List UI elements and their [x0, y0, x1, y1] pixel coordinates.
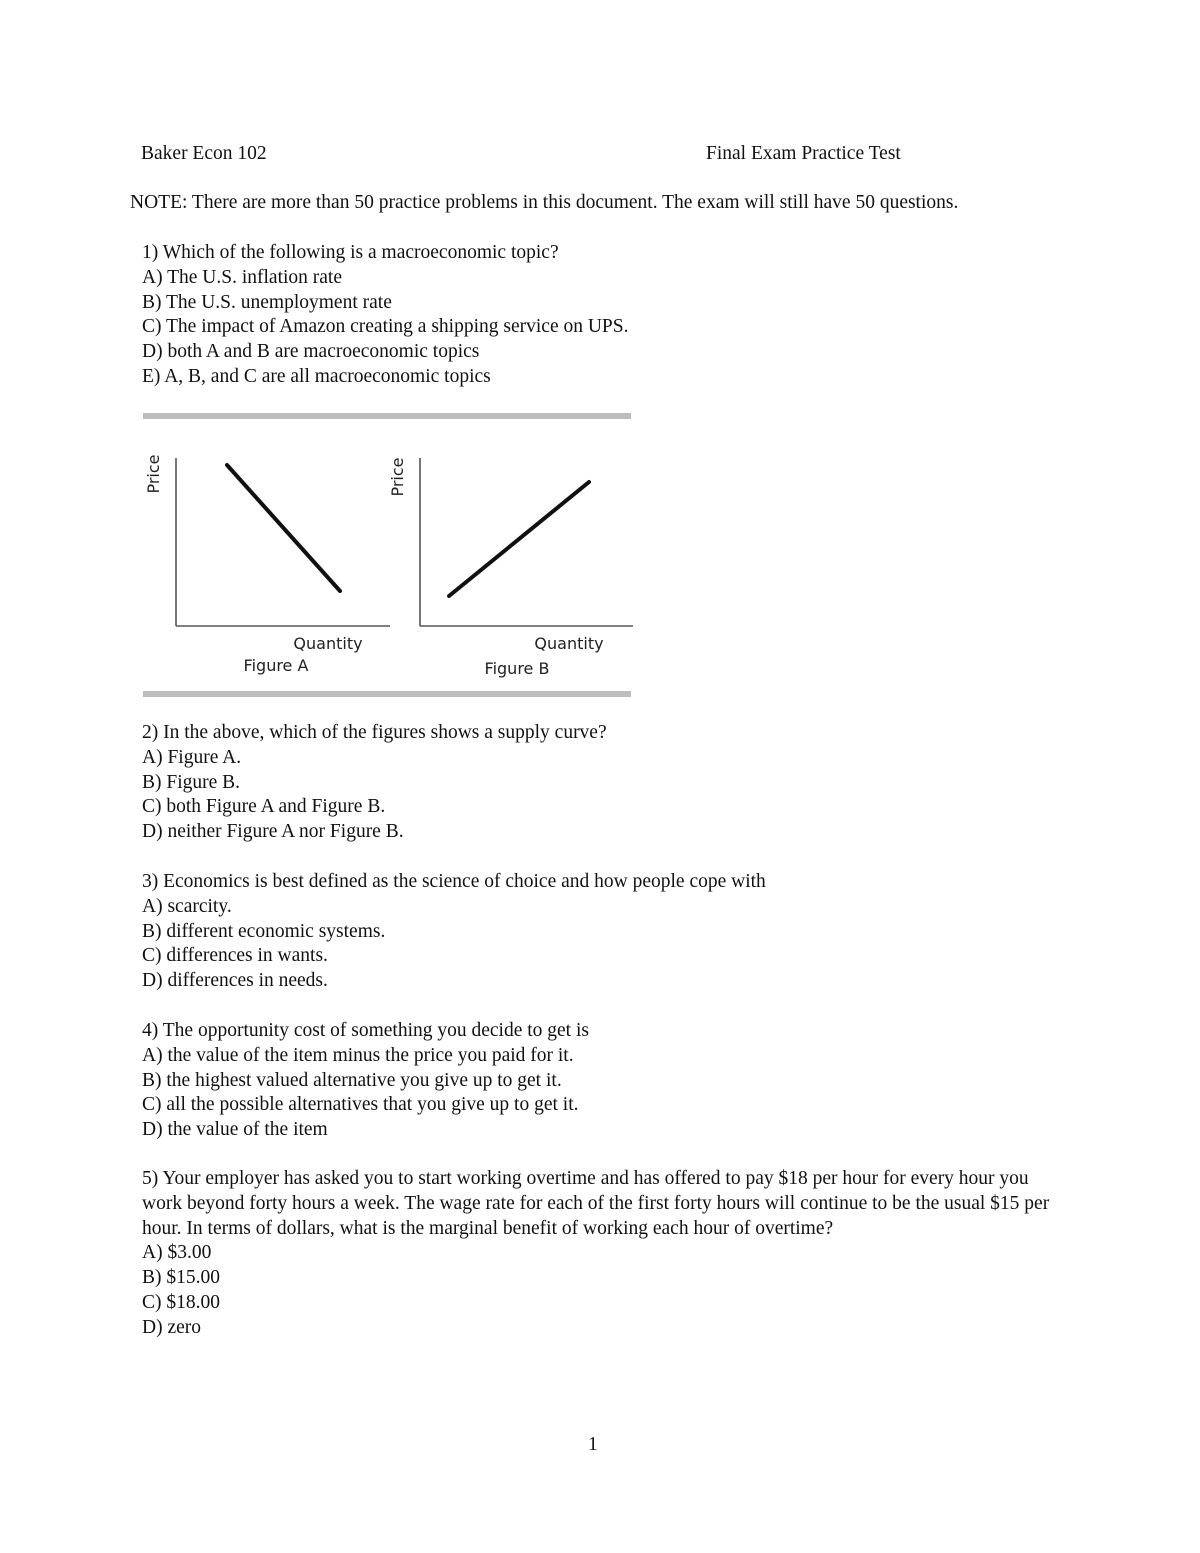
question-stem: 2) In the above, which of the figures shows a supply curve?: [142, 722, 607, 743]
figure-a: [144, 454, 390, 675]
course-name: Baker Econ 102: [141, 143, 267, 164]
answer-option: A) $3.00: [142, 1242, 212, 1264]
answer-option: D) differences in needs.: [142, 970, 328, 992]
answer-option: A) scarcity.: [142, 895, 232, 917]
document-title: Final Exam Practice Test: [706, 143, 901, 164]
answer-option: D) both A and B are macroeconomic topics: [142, 341, 480, 363]
question-4: [142, 1019, 589, 1143]
answer-option: C) both Figure A and Figure B.: [142, 796, 386, 818]
answer-option: A) Figure A.: [142, 746, 242, 768]
figure-b-x-label: Quantity: [534, 634, 604, 653]
answer-option: B) different economic systems.: [142, 920, 386, 942]
answer-option: C) $18.00: [142, 1291, 220, 1313]
figure-a-caption: Figure A: [243, 656, 309, 675]
demand-curve: [227, 465, 340, 591]
answer-option: B) Figure B.: [142, 771, 241, 793]
question-stem: 5) Your employer has asked you to start working overtime and has offered to pay $18 per hour for every hour you work beyond forty hours a week. The wage rate for each of the first forty hours will continue to be the usual $15 per hour. In terms of dollars, what is the marginal benefit of working each hour of overtime?: [142, 1168, 1050, 1239]
question-1: [142, 241, 629, 390]
answer-option: A) The U.S. inflation rate: [142, 266, 343, 288]
supply-demand-figure: [140, 408, 635, 700]
page-number: 1: [588, 1434, 598, 1455]
answer-option: D) zero: [142, 1316, 202, 1338]
answer-option: A) the value of the item minus the price you paid for it.: [142, 1044, 574, 1066]
figure-svg: [140, 408, 635, 700]
question-stem: 4) The opportunity cost of something you decide to get is: [142, 1020, 589, 1041]
question-stem: 3) Economics is best defined as the science of choice and how people cope with: [142, 871, 766, 892]
question-3: [142, 870, 766, 994]
answer-option: D) the value of the item: [142, 1119, 328, 1141]
bottom-divider: [143, 691, 631, 697]
figure-a-y-label: Price: [144, 454, 163, 494]
figure-b-caption: Figure B: [484, 659, 550, 678]
question-stem: 1) Which of the following is a macroeconomic topic?: [142, 242, 559, 263]
answer-option: D) neither Figure A nor Figure B.: [142, 821, 404, 843]
answer-option: C) all the possible alternatives that you give up to get it.: [142, 1094, 579, 1116]
figure-b: [388, 457, 633, 678]
answer-option: B) $15.00: [142, 1267, 220, 1289]
supply-curve: [449, 482, 589, 596]
top-divider: [143, 413, 631, 419]
answer-option: C) differences in wants.: [142, 945, 328, 967]
figure-b-y-label: Price: [388, 457, 407, 497]
answer-option: E) A, B, and C are all macroeconomic topics: [142, 365, 491, 387]
answer-option: B) The U.S. unemployment rate: [142, 291, 392, 313]
answer-option: C) The impact of Amazon creating a shipping service on UPS.: [142, 316, 629, 338]
exam-note: NOTE: There are more than 50 practice problems in this document. The exam will still have 50 questions.: [130, 192, 959, 213]
question-5: [142, 1167, 1062, 1341]
answer-option: B) the highest valued alternative you give up to get it.: [142, 1069, 562, 1091]
figure-a-x-label: Quantity: [293, 634, 363, 653]
question-2: [142, 721, 607, 845]
